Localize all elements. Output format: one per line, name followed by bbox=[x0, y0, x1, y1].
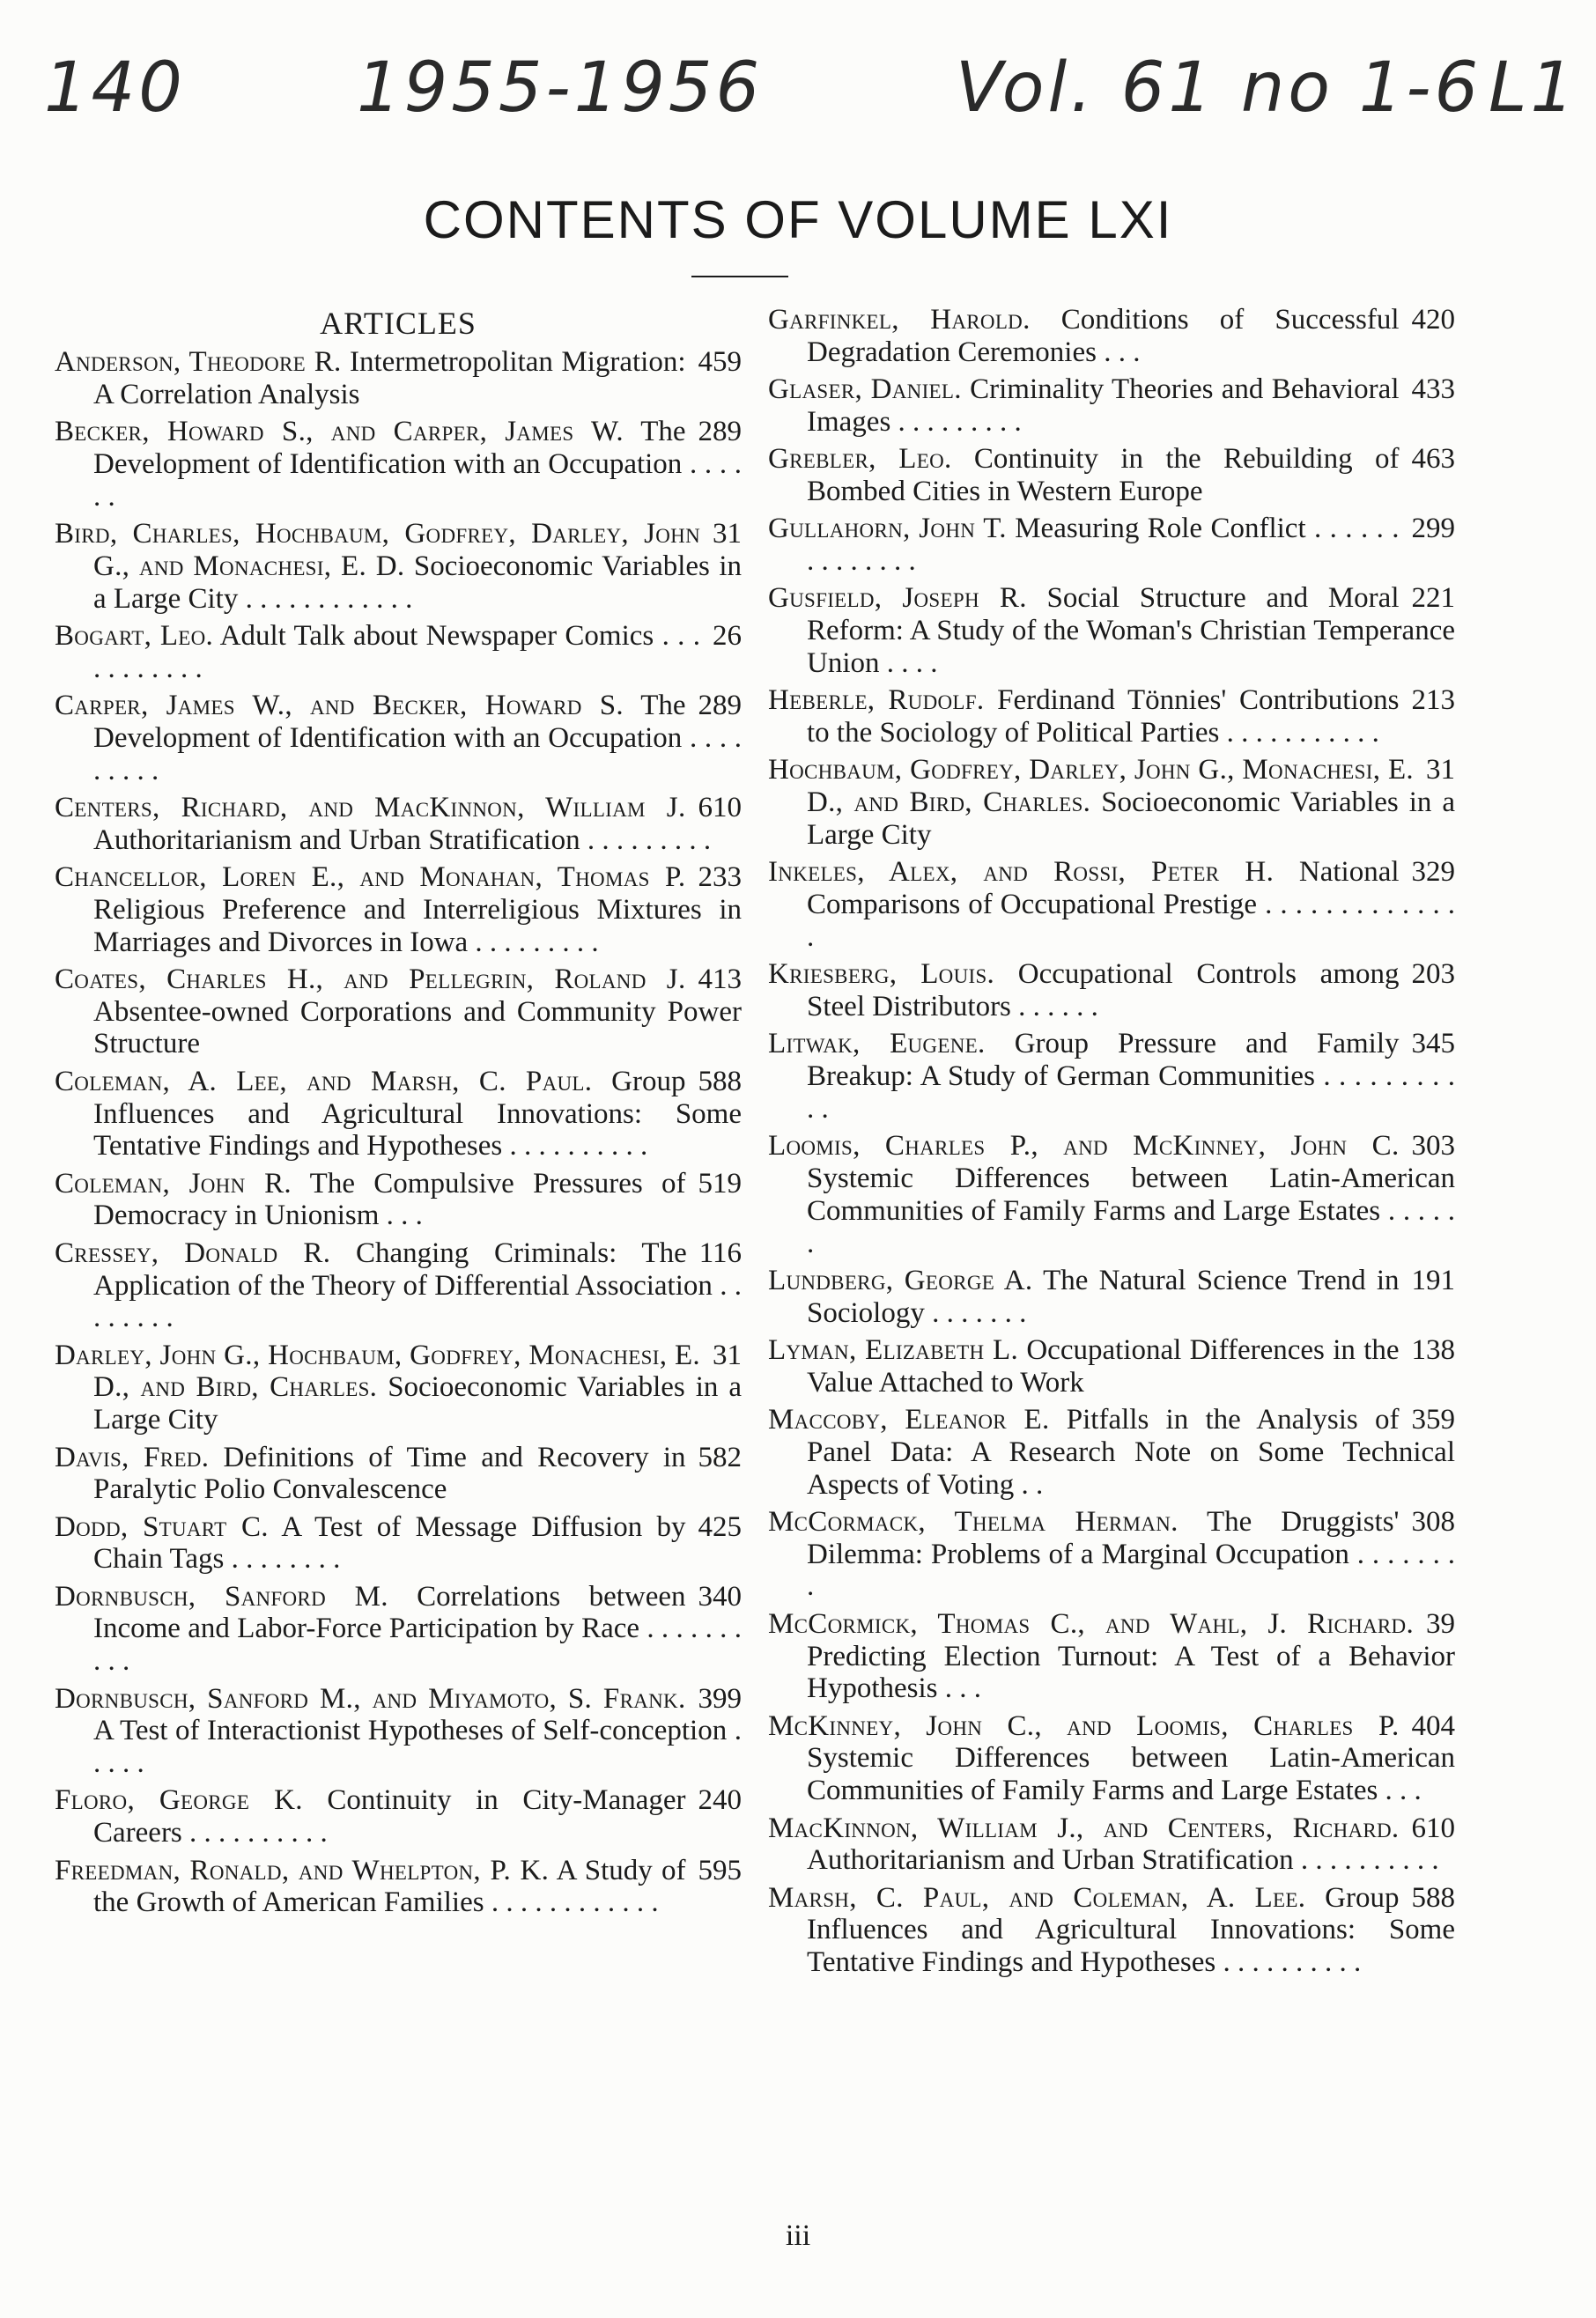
list-item bbox=[768, 1608, 1455, 1705]
entry-title: National Comparisons of Occupational Prestige . . . . . . . . . . . . . . bbox=[807, 856, 1455, 953]
entry-page: 116 bbox=[698, 1237, 742, 1269]
entry-author: Coleman, John R. bbox=[55, 1167, 292, 1200]
entry-title: Definitions of Time and Recovery in Paralytic Polio Convalescence bbox=[93, 1441, 686, 1506]
entry-title: The Development of Identification with an Occupation . . . . . . bbox=[93, 416, 742, 513]
list-item bbox=[768, 1130, 1455, 1259]
entry-title: Social Structure and Moral Reform: A Study of the Woman's Christian Temperance Union . . . . bbox=[807, 582, 1455, 679]
entry-title: Pitfalls in the Analysis of Panel Data: A Research Note on Some Technical Aspects of Voting . . bbox=[807, 1404, 1455, 1501]
list-item bbox=[768, 582, 1455, 679]
entry-page: 329 bbox=[1411, 856, 1455, 889]
handwritten-annotation bbox=[35, 48, 1578, 154]
page-title: CONTENTS OF VOLUME LXI bbox=[423, 190, 1173, 249]
entry-title: Conditions of Successful Degradation Ceremonies . . . bbox=[807, 304, 1400, 368]
entry-author: Inkeles, Alex, and Rossi, Peter H. bbox=[768, 856, 1275, 889]
entry-author: Marsh, C. Paul, and Coleman, A. Lee. bbox=[768, 1881, 1306, 1914]
entry-title: Ferdinand Tönnies' Contributions to the Sociology of Political Parties . . . . . . . . . . . bbox=[807, 684, 1400, 749]
entry-author: Kriesberg, Louis. bbox=[768, 958, 995, 991]
entry-page: 289 bbox=[698, 689, 742, 721]
entry-author: Anderson, Theodore R. bbox=[55, 346, 342, 378]
entry-author: Hochbaum, Godfrey, Darley, John G., Monachesi, E. D., and Bird, Charles. bbox=[768, 754, 1414, 819]
entry-page: 203 bbox=[1411, 958, 1455, 991]
entry-page: 138 bbox=[1411, 1333, 1455, 1366]
list-item bbox=[55, 416, 742, 513]
entry-author: McKinney, John C., and Loomis, Charles P. bbox=[768, 1709, 1400, 1742]
entry-title: Adult Talk about Newspaper Comics . . . . . . . . . . . bbox=[93, 619, 700, 684]
entry-author: Gullahorn, John T. bbox=[768, 513, 1007, 545]
entry-author: Dornbusch, Sanford M. bbox=[55, 1580, 388, 1613]
entry-title: Intermetropolitan Migration: A Correlation Analysis bbox=[93, 346, 686, 410]
list-item bbox=[55, 963, 742, 1060]
handwritten-years: 1955-1956 bbox=[357, 48, 764, 128]
list-item bbox=[55, 1511, 742, 1576]
entry-author: Floro, George K. bbox=[55, 1784, 303, 1817]
list-item bbox=[55, 861, 742, 958]
entry-title: A Study of the Growth of American Families . . . . . . . . . . . . bbox=[93, 1854, 686, 1919]
entry-page: 303 bbox=[1411, 1130, 1455, 1163]
entry-page: 340 bbox=[698, 1580, 742, 1613]
list-item bbox=[768, 1334, 1455, 1399]
entry-page: 610 bbox=[698, 791, 742, 823]
entry-page: 588 bbox=[698, 1065, 742, 1097]
entry-page: 240 bbox=[698, 1784, 742, 1817]
handwritten-code: L1 bbox=[1489, 48, 1578, 128]
entry-page: 413 bbox=[698, 963, 742, 995]
entry-page: 345 bbox=[1411, 1028, 1455, 1060]
entry-title: Measuring Role Conflict . . . . . . . . . . . . . . bbox=[807, 513, 1400, 578]
entry-title: Continuity in the Rebuilding of Bombed Cities in Western Europe bbox=[807, 443, 1400, 507]
entry-page: 404 bbox=[1411, 1709, 1455, 1742]
list-item bbox=[768, 1028, 1455, 1125]
entry-title: Group Influences and Agricultural Innovations: Some Tentative Findings and Hypotheses . . . . . . . . . . bbox=[807, 1881, 1455, 1979]
list-item bbox=[55, 1442, 742, 1507]
entry-title: Occupational Controls among Steel Distributors . . . . . . bbox=[807, 958, 1400, 1022]
list-item bbox=[768, 443, 1455, 508]
entry-title: Systemic Differences between Latin-American Communities of Family Farms and Large Estates . . . bbox=[807, 1742, 1455, 1807]
left-column bbox=[55, 304, 742, 1924]
entry-page: 459 bbox=[698, 346, 742, 378]
entry-title: Religious Preference and Interreligious Mixtures in Marriages and Divorces in Iowa . . . . . . . . . bbox=[93, 893, 742, 958]
entry-page: 39 bbox=[1426, 1607, 1455, 1640]
entry-author: Carper, James W., and Becker, Howard S. bbox=[55, 689, 624, 721]
entry-title: Group Pressure and Family Breakup: A Study of German Communities . . . . . . . . . . . bbox=[807, 1028, 1455, 1125]
list-item bbox=[768, 1710, 1455, 1807]
entry-title: Group Influences and Agricultural Innovations: Some Tentative Findings and Hypotheses . . . . . . . . . . bbox=[93, 1065, 742, 1163]
entry-title: Correlations between Income and Labor-Force Participation by Race . . . . . . . . . . bbox=[93, 1580, 742, 1678]
entry-title: Authoritarianism and Urban Stratification . . . . . . . . . bbox=[93, 823, 712, 856]
list-item bbox=[55, 1168, 742, 1233]
list-item bbox=[768, 513, 1455, 578]
entry-page: 31 bbox=[713, 1339, 742, 1371]
entry-page: 595 bbox=[698, 1854, 742, 1886]
entry-page: 289 bbox=[698, 416, 742, 448]
entry-author: Cressey, Donald R. bbox=[55, 1237, 331, 1269]
handwritten-volume: Vol. 61 no 1-6 bbox=[956, 48, 1482, 128]
entry-author: Centers, Richard, and MacKinnon, William J. bbox=[55, 791, 686, 823]
list-item bbox=[768, 1506, 1455, 1603]
entry-title: The Compulsive Pressures of Democracy in Unionism . . . bbox=[93, 1167, 686, 1232]
entry-author: Davis, Fred. bbox=[55, 1441, 210, 1473]
entry-title: A Test of Message Diffusion by Chain Tags . . . . . . . . bbox=[93, 1510, 686, 1576]
entry-author: Garfinkel, Harold. bbox=[768, 304, 1031, 336]
entry-author: Dodd, Stuart C. bbox=[55, 1510, 269, 1543]
list-item bbox=[55, 1581, 742, 1678]
entry-page: 519 bbox=[698, 1167, 742, 1200]
entry-page: 425 bbox=[698, 1510, 742, 1543]
left-entry-list bbox=[55, 346, 742, 1919]
entry-author: MacKinnon, William J., and Centers, Richard. bbox=[768, 1812, 1400, 1844]
list-item bbox=[55, 1237, 742, 1334]
list-item bbox=[768, 1812, 1455, 1878]
entry-author: McCormack, Thelma Herman. bbox=[768, 1505, 1179, 1538]
entry-page: 588 bbox=[1411, 1881, 1455, 1914]
entry-title: Absentee-owned Corporations and Community Power Structure bbox=[93, 995, 742, 1060]
list-item bbox=[55, 620, 742, 685]
entry-author: Dornbusch, Sanford M., and Miyamoto, S. Frank. bbox=[55, 1682, 686, 1715]
entry-title: Criminality Theories and Behavioral Images . . . . . . . . . bbox=[807, 373, 1400, 438]
entry-page: 26 bbox=[713, 619, 742, 652]
list-item bbox=[55, 1683, 742, 1780]
entry-page: 213 bbox=[1411, 684, 1455, 717]
entry-page: 31 bbox=[1426, 754, 1455, 786]
entry-title: Socioeconomic Variables in a Large City bbox=[807, 786, 1456, 851]
entry-page: 233 bbox=[698, 860, 742, 893]
entry-page: 308 bbox=[1411, 1505, 1455, 1538]
right-column bbox=[768, 304, 1455, 1984]
entry-author: Becker, Howard S., and Carper, James W. bbox=[55, 416, 624, 448]
entry-author: Glaser, Daniel. bbox=[768, 373, 962, 406]
entry-author: Freedman, Ronald, and Whelpton, P. K. bbox=[55, 1854, 550, 1886]
list-item bbox=[768, 754, 1455, 851]
entry-author: Loomis, Charles P., and McKinney, John C. bbox=[768, 1130, 1400, 1163]
entry-title: Systemic Differences between Latin-American Communities of Family Farms and Large Estates . . . . . . bbox=[807, 1162, 1455, 1259]
right-entry-list bbox=[768, 304, 1455, 1979]
list-item bbox=[768, 856, 1455, 953]
entry-title: A Test of Interactionist Hypotheses of Self-conception . . . . . bbox=[93, 1715, 742, 1780]
section-heading: ARTICLES bbox=[320, 306, 477, 341]
entry-author: Lyman, Elizabeth L. bbox=[768, 1333, 1019, 1366]
entry-author: Lundberg, George A. bbox=[768, 1264, 1033, 1296]
entry-page: 582 bbox=[698, 1441, 742, 1473]
list-item bbox=[55, 518, 742, 615]
entry-author: Maccoby, Eleanor E. bbox=[768, 1404, 1050, 1436]
list-item bbox=[55, 1066, 742, 1163]
list-item bbox=[55, 1340, 742, 1436]
entry-page: 463 bbox=[1411, 443, 1455, 476]
handwritten-number: 140 bbox=[44, 48, 186, 128]
entry-author: Darley, John G., Hochbaum, Godfrey, Monachesi, E. D., and Bird, Charles. bbox=[55, 1339, 700, 1404]
entry-page: 191 bbox=[1411, 1264, 1455, 1296]
list-item bbox=[768, 684, 1455, 749]
entry-author: Heberle, Rudolf. bbox=[768, 684, 985, 717]
entry-author: Gusfield, Joseph R. bbox=[768, 582, 1027, 615]
entry-page: 610 bbox=[1411, 1812, 1455, 1844]
list-item bbox=[55, 690, 742, 786]
entry-author: McCormick, Thomas C., and Wahl, J. Richard. bbox=[768, 1607, 1414, 1640]
title-divider bbox=[691, 276, 788, 277]
entry-title: The Development of Identification with an Occupation . . . . . . . . . bbox=[93, 689, 742, 786]
list-item bbox=[768, 1882, 1455, 1979]
list-item bbox=[55, 1784, 742, 1849]
entry-page: 420 bbox=[1411, 304, 1455, 336]
list-item bbox=[768, 1265, 1455, 1330]
entry-page: 31 bbox=[713, 517, 742, 550]
entry-author: Bird, Charles, Hochbaum, Godfrey, Darley, John G., and Monachesi, E. D. bbox=[55, 517, 700, 582]
list-item bbox=[768, 1404, 1455, 1501]
entry-title: Changing Criminals: The Application of the Theory of Differential Association . . . . . . . . bbox=[93, 1237, 742, 1334]
entry-page: 221 bbox=[1411, 582, 1455, 615]
entry-title: Socioeconomic Variables in a Large City bbox=[93, 1371, 743, 1436]
entry-page: 359 bbox=[1411, 1404, 1455, 1436]
list-item bbox=[768, 304, 1455, 369]
entry-title: The Druggists' Dilemma: Problems of a Marginal Occupation . . . . . . . . bbox=[807, 1505, 1455, 1603]
entry-title: Occupational Differences in the Value Attached to Work bbox=[807, 1333, 1400, 1399]
entry-author: Coleman, A. Lee, and Marsh, C. Paul. bbox=[55, 1065, 593, 1097]
entry-author: Coates, Charles H., and Pellegrin, Roland J. bbox=[55, 963, 686, 995]
entry-author: Chancellor, Loren E., and Monahan, Thomas P. bbox=[55, 860, 686, 893]
entry-page: 399 bbox=[698, 1682, 742, 1715]
list-item bbox=[55, 792, 742, 857]
list-item bbox=[55, 1855, 742, 1920]
entry-author: Bogart, Leo. bbox=[55, 619, 214, 652]
list-item bbox=[55, 346, 742, 411]
entry-author: Grebler, Leo. bbox=[768, 443, 952, 476]
page-number: iii bbox=[785, 2219, 811, 2252]
list-item bbox=[768, 958, 1455, 1023]
entry-page: 299 bbox=[1411, 513, 1455, 545]
entry-title: Socioeconomic Variables in a Large City . . . . . . . . . . . . bbox=[93, 550, 742, 615]
entry-author: Litwak, Eugene. bbox=[768, 1028, 986, 1060]
entry-title: The Natural Science Trend in Sociology . . . . . . . bbox=[807, 1264, 1400, 1329]
entry-title: Continuity in City-Manager Careers . . . . . . . . . . bbox=[93, 1784, 686, 1849]
entry-title: Authoritarianism and Urban Stratification . . . . . . . . . . bbox=[807, 1844, 1439, 1877]
list-item bbox=[768, 373, 1455, 439]
entry-title: Predicting Election Turnout: A Test of a Behavior Hypothesis . . . bbox=[807, 1640, 1455, 1705]
entry-page: 433 bbox=[1411, 373, 1455, 406]
